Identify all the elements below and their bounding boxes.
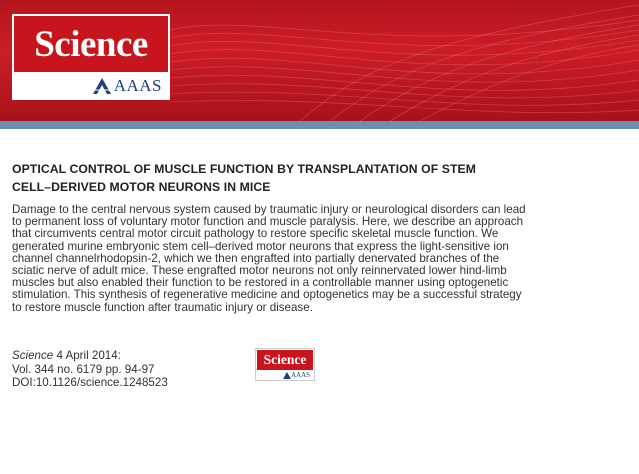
article-title <box>12 160 612 196</box>
abstract-line: channel channelrhodopsin-2, which we then engrafted into partially denervated branches of the <box>12 251 500 265</box>
citation-journal-date <box>12 349 242 363</box>
aaas-text: AAAS <box>113 75 162 95</box>
header-banner <box>0 0 639 121</box>
article-title-line-1: OPTICAL CONTROL OF MUSCLE FUNCTION BY TRANSPLANTATION OF STEM <box>12 162 477 176</box>
small-science-logo <box>255 348 315 381</box>
banner-divider-strip <box>0 121 639 129</box>
abstract-line: Damage to the central nervous system caused by traumatic injury or neurological disorders can lead <box>12 203 526 216</box>
abstract-line: muscles but also enabled their function to be restored in a controllable manner using optogenetic <box>12 276 509 290</box>
small-aaas-row <box>257 370 313 380</box>
small-logo-wordmark-box <box>257 350 313 370</box>
small-aaas-text: AAAS <box>290 371 310 379</box>
citation-doi: DOI:10.1126/science.1248523 <box>12 376 168 389</box>
small-logo-text: Science <box>263 352 307 367</box>
article-abstract <box>12 204 616 314</box>
abstract-line: to restore muscle function after traumatic injury or disease. <box>12 300 313 314</box>
citation-volume: Vol. 344 no. 6179 pp. 94-97 <box>12 362 155 376</box>
aaas-icon <box>93 78 111 94</box>
aaas-logo-row <box>14 73 168 98</box>
abstract-line: stimulation. This synthesis of regenerative medicine and optogenetics may be a successful strategy <box>12 288 522 302</box>
science-logo[interactable] <box>12 14 170 100</box>
citation-block <box>12 349 242 390</box>
abstract-line: that circumvents central motor circuit pathology to restore specific skeletal muscle function. We <box>12 227 499 241</box>
science-logo-wordmark-box <box>14 16 168 72</box>
science-logo-text: Science <box>34 23 148 65</box>
abstract-line: to permanent loss of voluntary motor function and muscle paralysis. Here, we describe an approach <box>12 215 524 229</box>
abstract-line: generated murine embryonic stem cell–derived motor neurons that express the light-sensitive ion <box>12 239 509 253</box>
abstract-line: sciatic nerve of adult mice. These engrafted motor neurons not only reinnervated lower hind-limb <box>12 264 507 278</box>
article-title-line-2: CELL–DERIVED MOTOR NEURONS IN MICE <box>12 180 271 194</box>
small-aaas-icon <box>283 372 291 379</box>
citation-journal: Science <box>12 349 54 362</box>
citation-date: 4 April 2014: <box>53 349 121 362</box>
